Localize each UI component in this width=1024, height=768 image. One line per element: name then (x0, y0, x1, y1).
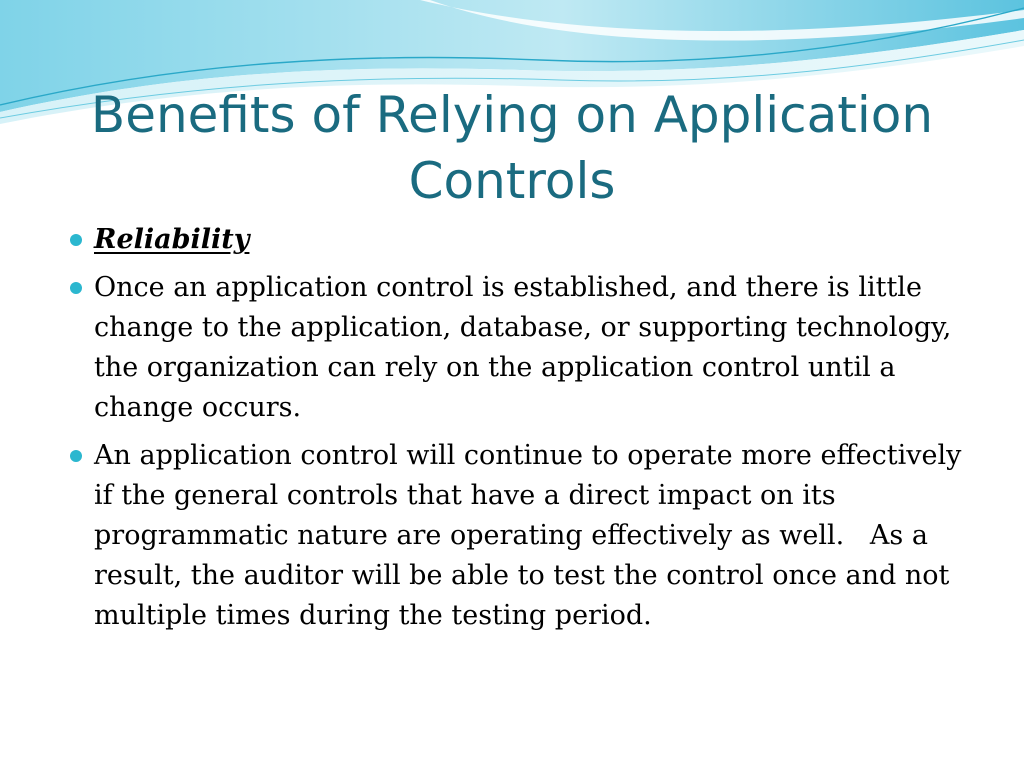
bullet-dot-icon (70, 234, 82, 246)
bullet-text-established-control: Once an application control is established, and there is little change to the application, database, or supporting technology, the organization can rely on the application control until a change occurs. (94, 272, 960, 423)
slide-title: Benefits of Relying on Application Controls (90, 86, 934, 210)
bullet-dot-icon (70, 282, 82, 294)
bullet-item-established-control (60, 268, 980, 428)
bullet-heading-reliability: Reliability (94, 224, 250, 255)
bullet-item-reliability (60, 220, 980, 260)
bullet-dot-icon (70, 450, 82, 462)
bullet-item-general-controls (60, 436, 980, 636)
bullet-text-general-controls: An application control will continue to operate more effectively if the general controls that have a direct impact on its programmatic nature are operating effectively as well. As a result, the auditor will be able to test the control once and not multiple times during the testing period. (94, 440, 970, 631)
bullet-list (60, 220, 980, 644)
